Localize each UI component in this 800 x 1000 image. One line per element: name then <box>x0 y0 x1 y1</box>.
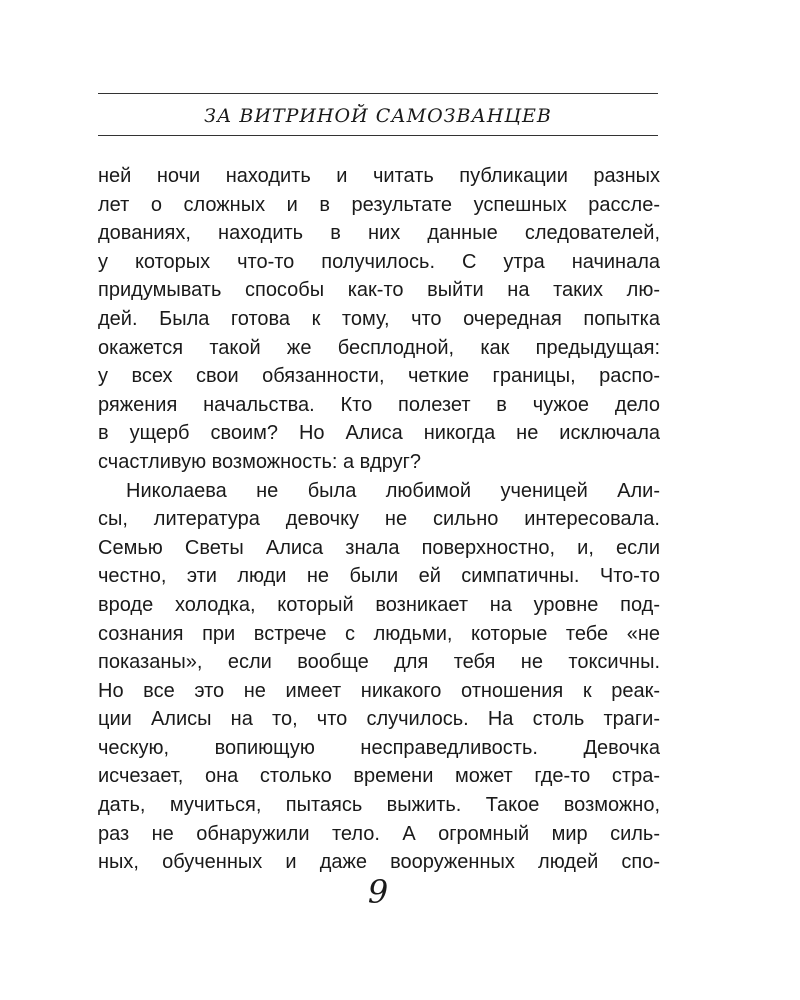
text-line: окажется такой же бесплодной, как предыдущая: <box>98 336 660 359</box>
text-line: Но все это не имеет никакого отношения к реак- <box>98 679 660 702</box>
paragraph-2 <box>98 477 660 877</box>
text-line: сознания при встрече с людьми, которые тебе «не <box>98 622 660 645</box>
text-line: показаны», если вообще для тебя не токсичны. <box>98 651 660 674</box>
text-line: у всех свои обязанности, четкие границы, распо- <box>98 365 660 388</box>
text-line: исчезает, она столько времени может где-то стра- <box>98 765 660 788</box>
text-line: ных, обученных и даже вооруженных людей спо- <box>98 851 660 874</box>
body-text <box>98 162 660 877</box>
text-line: дованиях, находить в них данные следователей, <box>98 222 660 245</box>
paragraph-1 <box>98 162 660 477</box>
text-line: дать, мучиться, пытаясь выжить. Такое возможно, <box>98 794 660 817</box>
text-line: ции Алисы на то, что случилось. На столь траги- <box>98 708 660 731</box>
header-top-rule <box>98 93 658 94</box>
text-line: ряжения начальства. Кто полезет в чужое дело <box>98 393 660 416</box>
text-line: лет о сложных и в результате успешных рассле- <box>98 193 660 216</box>
text-line: Николаева не была любимой ученицей Али- <box>126 479 660 502</box>
text-line: придумывать способы как-то выйти на таких лю- <box>98 279 660 302</box>
text-line: Семью Светы Алиса знала поверхностно, и, если <box>98 536 660 559</box>
page-number: 9 <box>367 873 389 911</box>
text-line: счастливую возможность: а вдруг? <box>98 450 422 473</box>
text-line: дей. Была готова к тому, что очередная попытка <box>98 307 660 330</box>
text-line: сы, литература девочку не сильно интересовала. <box>98 508 660 531</box>
header-bottom-rule <box>98 135 658 136</box>
text-line: честно, эти люди не были ей симпатичны. Что-то <box>98 565 660 588</box>
text-line: ней ночи находить и читать публикации разных <box>98 165 660 187</box>
text-line: вроде холодка, который возникает на уровне под- <box>98 593 660 616</box>
text-line: в ущерб своим? Но Алиса никогда не исключала <box>98 422 660 445</box>
running-head: ЗА ВИТРИНОЙ САМОЗВАНЦЕВ <box>204 105 552 127</box>
text-line: ческую, вопиющую несправедливость. Девочка <box>98 736 660 759</box>
text-line: у которых что-то получилось. С утра начинала <box>98 250 660 273</box>
text-line: раз не обнаружили тело. А огромный мир силь- <box>98 822 660 845</box>
